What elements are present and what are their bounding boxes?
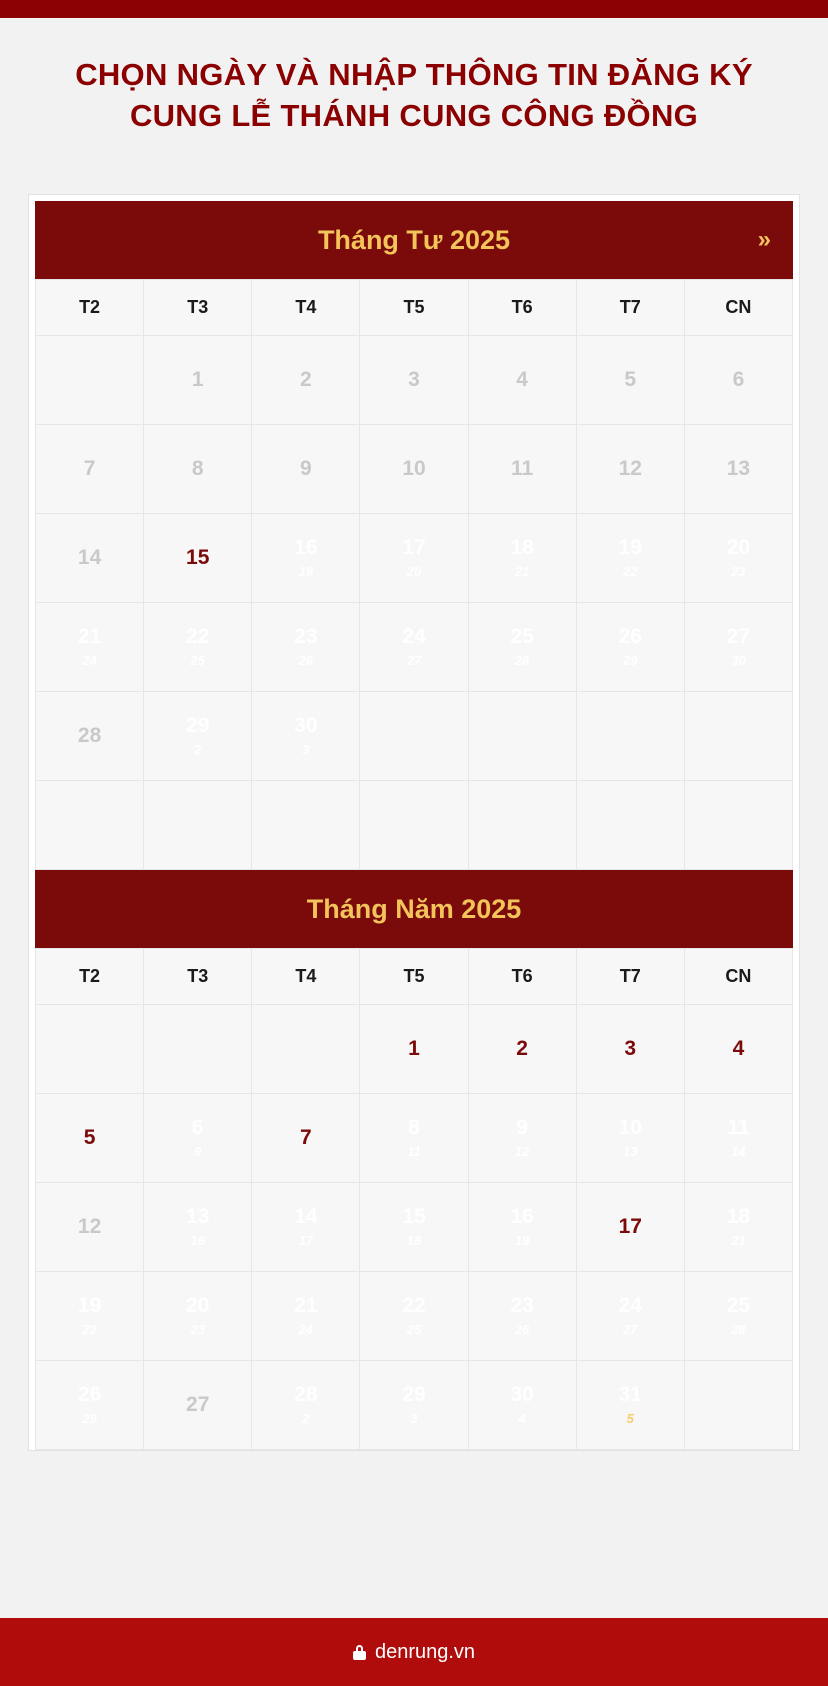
calendar-day-cell <box>684 336 792 425</box>
top-accent-bar <box>0 0 828 18</box>
lunar-date: 28 <box>514 652 530 668</box>
day-cell-inner <box>577 425 684 513</box>
lunar-date: 26 <box>298 652 314 668</box>
calendar-month-block <box>35 870 793 1450</box>
weekday-header-row <box>36 949 793 1005</box>
solar-date: 25 <box>510 624 534 648</box>
solar-date: 17 <box>402 535 426 559</box>
calendar-day-cell[interactable] <box>684 1272 792 1361</box>
calendar-cell-empty <box>144 781 252 870</box>
day-cell-inner <box>36 781 143 869</box>
calendar-week-row <box>36 1183 793 1272</box>
solar-date: 11 <box>511 457 534 481</box>
calendar-cell-empty <box>360 781 468 870</box>
lunar-date: 2 <box>194 741 202 757</box>
day-cell-inner <box>360 425 467 513</box>
weekday-header: T5 <box>360 280 468 336</box>
calendar-week-row <box>36 1272 793 1361</box>
solar-date: 3 <box>408 368 420 392</box>
weekday-header: T4 <box>252 949 360 1005</box>
calendar-day-cell[interactable] <box>144 514 252 603</box>
day-cell-inner <box>36 1005 143 1093</box>
day-cell-inner <box>144 781 251 869</box>
calendar-grid <box>35 948 793 1450</box>
calendar-week-row <box>36 336 793 425</box>
solar-date: 4 <box>516 368 528 392</box>
calendar-day-cell[interactable] <box>252 1272 360 1361</box>
day-cell-inner <box>577 1272 684 1360</box>
lunar-date: 16 <box>190 1232 205 1248</box>
calendar-day-cell[interactable] <box>684 1094 792 1183</box>
calendar-day-cell[interactable] <box>252 692 360 781</box>
solar-date: 7 <box>83 457 96 481</box>
calendar-day-cell[interactable] <box>468 603 576 692</box>
calendar-day-cell[interactable] <box>360 514 468 603</box>
calendar-day-cell[interactable] <box>576 514 684 603</box>
solar-date: 6 <box>191 1115 204 1139</box>
day-cell-inner <box>469 1094 576 1182</box>
lunar-date: 22 <box>82 1321 97 1337</box>
solar-date: 7 <box>300 1126 312 1150</box>
day-cell-inner <box>577 1005 684 1093</box>
day-cell-inner <box>685 425 792 513</box>
solar-date: 14 <box>294 1204 318 1228</box>
day-cell-inner <box>469 692 576 780</box>
day-cell-inner <box>360 1272 467 1360</box>
day-cell-inner <box>36 514 143 602</box>
day-cell-inner <box>144 603 251 691</box>
solar-date: 26 <box>77 1382 102 1406</box>
solar-date: 18 <box>726 1204 751 1228</box>
calendar-cell-empty <box>576 781 684 870</box>
calendar-day-cell <box>144 425 252 514</box>
day-cell-inner <box>252 514 359 602</box>
solar-date: 9 <box>300 457 312 481</box>
day-cell-inner <box>252 1361 359 1449</box>
weekday-header-row <box>36 280 793 336</box>
day-cell-inner <box>360 1005 467 1093</box>
lunar-date: 21 <box>514 563 530 579</box>
lock-icon <box>353 1645 366 1660</box>
solar-date: 21 <box>77 624 102 648</box>
calendar-week-row <box>36 603 793 692</box>
calendar-day-cell <box>360 425 468 514</box>
day-cell-inner <box>36 692 143 780</box>
lunar-date: 17 <box>298 1232 314 1248</box>
day-cell-inner <box>360 1094 467 1182</box>
calendar-day-cell[interactable] <box>576 1361 684 1450</box>
lunar-date: 9 <box>194 1143 202 1159</box>
solar-date: 6 <box>732 368 745 392</box>
day-cell-inner <box>469 514 576 602</box>
calendar-cell-empty <box>684 692 792 781</box>
weekday-header: T6 <box>468 949 576 1005</box>
lunar-date: 3 <box>410 1410 418 1426</box>
lunar-date: 21 <box>731 1232 746 1248</box>
calendar-day-cell <box>684 425 792 514</box>
calendar-week-row <box>36 781 793 870</box>
day-cell-inner <box>360 692 467 780</box>
calendar-day-cell[interactable] <box>144 1272 252 1361</box>
calendar-day-cell[interactable] <box>576 603 684 692</box>
solar-date: 28 <box>77 724 102 748</box>
solar-date: 14 <box>77 546 102 570</box>
day-cell-inner <box>685 1272 792 1360</box>
calendar-day-cell[interactable] <box>36 1094 144 1183</box>
weekday-header: T6 <box>468 280 576 336</box>
solar-date: 22 <box>402 1293 426 1317</box>
calendar-month-header <box>35 870 793 948</box>
day-cell-inner <box>685 1361 792 1449</box>
calendar-day-cell <box>468 336 576 425</box>
lunar-date: 28 <box>731 1321 746 1337</box>
day-cell-inner <box>577 336 684 424</box>
solar-date: 2 <box>516 1037 528 1061</box>
day-cell-inner <box>360 603 467 691</box>
month-title: Tháng Năm 2025 <box>306 893 522 924</box>
day-cell-inner <box>144 425 251 513</box>
calendar-day-cell[interactable] <box>360 1361 468 1450</box>
weekday-header: CN <box>684 280 792 336</box>
month-title: Tháng Tư 2025 <box>317 224 511 255</box>
solar-date: 2 <box>300 368 312 392</box>
lunar-date: 19 <box>298 563 314 579</box>
solar-date: 10 <box>618 1115 642 1139</box>
calendar-cell-empty <box>360 692 468 781</box>
calendar-day-cell[interactable] <box>468 1361 576 1450</box>
solar-date: 24 <box>402 624 426 648</box>
solar-date: 20 <box>186 1293 210 1317</box>
calendar-cell-empty <box>252 781 360 870</box>
calendar-day-cell[interactable] <box>360 1183 468 1272</box>
solar-date: 5 <box>83 1126 96 1150</box>
calendar-week-row <box>36 692 793 781</box>
calendar-cell-empty <box>252 1005 360 1094</box>
weekday-header: T4 <box>252 280 360 336</box>
day-cell-inner <box>685 781 792 869</box>
solar-date: 5 <box>624 368 637 392</box>
lunar-date: 26 <box>514 1321 530 1337</box>
calendar-day-cell <box>252 425 360 514</box>
calendar-day-cell[interactable] <box>252 1094 360 1183</box>
calendar-day-cell[interactable] <box>576 1272 684 1361</box>
day-cell-inner <box>252 336 359 424</box>
day-cell-inner <box>577 1361 684 1449</box>
day-cell-inner <box>685 1183 792 1271</box>
lunar-date: 24 <box>82 652 97 668</box>
solar-date: 23 <box>510 1293 534 1317</box>
day-cell-inner <box>144 1094 251 1182</box>
day-cell-inner <box>144 336 251 424</box>
day-cell-inner <box>360 514 467 602</box>
lunar-date: 12 <box>514 1143 530 1159</box>
calendar-day-cell[interactable] <box>684 514 792 603</box>
day-cell-inner <box>252 692 359 780</box>
calendar-month-block <box>35 201 793 870</box>
solar-date: 18 <box>510 535 534 559</box>
solar-date: 31 <box>618 1382 642 1406</box>
calendar-day-cell <box>576 336 684 425</box>
solar-date: 25 <box>726 1293 751 1317</box>
solar-date: 9 <box>516 1115 528 1139</box>
weekday-header: T3 <box>144 949 252 1005</box>
day-cell-inner <box>36 1183 143 1271</box>
solar-date: 16 <box>294 535 318 559</box>
calendar-day-cell[interactable] <box>684 1005 792 1094</box>
day-cell-inner <box>144 1005 251 1093</box>
calendar-day-cell[interactable] <box>468 514 576 603</box>
lunar-date: 27 <box>623 1321 638 1337</box>
solar-date: 8 <box>408 1115 420 1139</box>
calendar-grid <box>35 279 793 870</box>
calendar-cell-empty <box>144 1005 252 1094</box>
day-cell-inner <box>469 1361 576 1449</box>
day-cell-inner <box>144 514 251 602</box>
calendar-day-cell[interactable] <box>36 603 144 692</box>
lunar-date: 25 <box>190 652 205 668</box>
weekday-header: T2 <box>36 280 144 336</box>
day-cell-inner <box>252 425 359 513</box>
lunar-date: 25 <box>406 1321 422 1337</box>
lunar-date: 11 <box>407 1143 421 1159</box>
calendar-day-cell[interactable] <box>360 603 468 692</box>
calendar-cell-empty <box>576 692 684 781</box>
lunar-date: 23 <box>731 563 746 579</box>
lunar-date: 19 <box>514 1232 530 1248</box>
day-cell-inner <box>144 1361 251 1449</box>
day-cell-inner <box>685 1094 792 1182</box>
day-cell-inner <box>144 1272 251 1360</box>
solar-date: 20 <box>726 535 751 559</box>
solar-date: 13 <box>186 1204 210 1228</box>
calendar-day-cell[interactable] <box>36 1272 144 1361</box>
day-cell-inner <box>36 1361 143 1449</box>
calendar-day-cell[interactable] <box>684 1183 792 1272</box>
lunar-date: 3 <box>302 741 310 757</box>
calendar-day-cell <box>252 336 360 425</box>
calendar-day-cell[interactable] <box>684 603 792 692</box>
day-cell-inner <box>36 603 143 691</box>
solar-date: 1 <box>408 1037 420 1061</box>
calendar-day-cell <box>144 336 252 425</box>
day-cell-inner <box>685 514 792 602</box>
solar-date: 27 <box>186 1393 210 1417</box>
lunar-date: 27 <box>406 652 422 668</box>
day-cell-inner <box>469 603 576 691</box>
calendar-day-cell[interactable] <box>576 1005 684 1094</box>
solar-date: 29 <box>186 713 210 737</box>
calendar-day-cell[interactable] <box>144 1094 252 1183</box>
day-cell-inner <box>252 1272 359 1360</box>
solar-date: 23 <box>294 624 318 648</box>
day-cell-inner <box>577 603 684 691</box>
calendar-day-cell[interactable] <box>468 1094 576 1183</box>
page-title: CHỌN NGÀY VÀ NHẬP THÔNG TIN ĐĂNG KÝ CUNG LỄ THÁNH CUNG CÔNG ĐỒNG <box>75 57 753 134</box>
solar-date: 27 <box>726 624 751 648</box>
day-cell-inner <box>252 1183 359 1271</box>
calendar-week-row <box>36 1005 793 1094</box>
day-cell-inner <box>577 1094 684 1182</box>
solar-date: 15 <box>402 1204 426 1228</box>
lunar-date: 18 <box>406 1232 422 1248</box>
day-cell-inner <box>360 1361 467 1449</box>
calendar-day-cell[interactable] <box>252 1361 360 1450</box>
calendar-cell-empty <box>684 1361 792 1450</box>
solar-date: 17 <box>618 1215 642 1239</box>
solar-date: 24 <box>618 1293 642 1317</box>
weekday-header: T7 <box>576 949 684 1005</box>
solar-date: 8 <box>191 457 204 481</box>
day-cell-inner <box>577 514 684 602</box>
next-month-icon[interactable]: » <box>757 226 771 254</box>
calendar-day-cell[interactable] <box>360 1005 468 1094</box>
calendar-cell-empty <box>36 1005 144 1094</box>
solar-date: 15 <box>186 546 210 570</box>
calendar-cell-empty <box>684 781 792 870</box>
calendar-day-cell <box>576 425 684 514</box>
calendar-day-cell <box>36 514 144 603</box>
day-cell-inner <box>144 692 251 780</box>
day-cell-inner <box>469 425 576 513</box>
solar-date: 30 <box>510 1382 534 1406</box>
calendar-container <box>28 194 800 1451</box>
calendar-cell-empty <box>36 781 144 870</box>
lunar-date: 14 <box>731 1143 746 1159</box>
calendar-day-cell <box>36 425 144 514</box>
calendar-day-cell[interactable] <box>360 1272 468 1361</box>
calendar-week-row <box>36 1361 793 1450</box>
calendar-day-cell[interactable] <box>468 1272 576 1361</box>
day-cell-inner <box>685 336 792 424</box>
day-cell-inner <box>36 1272 143 1360</box>
solar-date: 30 <box>294 713 318 737</box>
day-cell-inner <box>36 336 143 424</box>
weekday-header: T7 <box>576 280 684 336</box>
lunar-date: 29 <box>623 652 638 668</box>
weekday-header: T5 <box>360 949 468 1005</box>
day-cell-inner <box>252 1005 359 1093</box>
calendar-day-cell[interactable] <box>144 692 252 781</box>
calendar-cell-empty <box>468 692 576 781</box>
calendar-day-cell[interactable] <box>576 1094 684 1183</box>
day-cell-inner <box>252 1094 359 1182</box>
calendar-month-header <box>35 201 793 279</box>
day-cell-inner <box>252 781 359 869</box>
calendar-day-cell <box>36 692 144 781</box>
day-cell-inner <box>469 781 576 869</box>
calendar-cell-empty <box>468 781 576 870</box>
solar-date: 10 <box>402 457 426 481</box>
lunar-date: 24 <box>298 1321 314 1337</box>
calendar-day-cell[interactable] <box>468 1183 576 1272</box>
day-cell-inner <box>252 603 359 691</box>
lunar-date: 2 <box>302 1410 310 1426</box>
calendar-day-cell[interactable] <box>144 603 252 692</box>
calendar-day-cell[interactable] <box>360 1094 468 1183</box>
day-cell-inner <box>685 692 792 780</box>
lunar-date: 22 <box>623 563 638 579</box>
day-cell-inner <box>360 1183 467 1271</box>
solar-date: 4 <box>732 1037 745 1061</box>
solar-date: 16 <box>510 1204 534 1228</box>
solar-date: 12 <box>618 457 642 481</box>
calendar-day-cell[interactable] <box>576 1183 684 1272</box>
day-cell-inner <box>360 336 467 424</box>
weekday-header: T2 <box>36 949 144 1005</box>
solar-date: 13 <box>726 457 751 481</box>
calendar-day-cell[interactable] <box>252 1183 360 1272</box>
browser-url-bar <box>0 1618 828 1686</box>
calendar-day-cell[interactable] <box>36 1361 144 1450</box>
day-cell-inner <box>685 603 792 691</box>
solar-date: 12 <box>77 1215 102 1239</box>
calendar-day-cell <box>468 425 576 514</box>
day-cell-inner <box>685 1005 792 1093</box>
calendar-day-cell[interactable] <box>252 514 360 603</box>
lunar-date: 23 <box>190 1321 205 1337</box>
calendar-day-cell[interactable] <box>252 603 360 692</box>
solar-date: 22 <box>186 624 210 648</box>
calendar-day-cell[interactable] <box>144 1183 252 1272</box>
lunar-date: 4 <box>518 1410 526 1426</box>
calendar-day-cell <box>36 1183 144 1272</box>
day-cell-inner <box>469 1272 576 1360</box>
day-cell-inner <box>36 1094 143 1182</box>
weekday-header: T3 <box>144 280 252 336</box>
solar-date: 29 <box>402 1382 426 1406</box>
calendar-cell-empty <box>36 336 144 425</box>
day-cell-inner <box>469 1005 576 1093</box>
solar-date: 3 <box>624 1037 637 1061</box>
solar-date: 1 <box>191 368 204 392</box>
solar-date: 19 <box>618 535 642 559</box>
site-url: denrung.vn <box>374 1640 476 1663</box>
solar-date: 21 <box>294 1293 318 1317</box>
day-cell-inner <box>360 781 467 869</box>
day-cell-inner <box>144 1183 251 1271</box>
lunar-date: 30 <box>731 652 746 668</box>
day-cell-inner <box>469 336 576 424</box>
lunar-date: 5 <box>626 1410 634 1426</box>
calendar-day-cell[interactable] <box>468 1005 576 1094</box>
weekday-header: CN <box>684 949 792 1005</box>
calendar-week-row <box>36 1094 793 1183</box>
day-cell-inner <box>577 781 684 869</box>
lunar-date: 20 <box>406 563 422 579</box>
solar-date: 11 <box>727 1115 750 1139</box>
day-cell-inner <box>469 1183 576 1271</box>
solar-date: 26 <box>618 624 642 648</box>
calendar-day-cell <box>360 336 468 425</box>
day-cell-inner <box>577 1183 684 1271</box>
calendar-week-row <box>36 514 793 603</box>
calendar-week-row <box>36 425 793 514</box>
calendar-day-cell <box>144 1361 252 1450</box>
lunar-date: 29 <box>82 1410 97 1426</box>
lunar-date: 13 <box>623 1143 638 1159</box>
solar-date: 28 <box>294 1382 318 1406</box>
solar-date: 19 <box>77 1293 102 1317</box>
day-cell-inner <box>36 425 143 513</box>
day-cell-inner <box>577 692 684 780</box>
